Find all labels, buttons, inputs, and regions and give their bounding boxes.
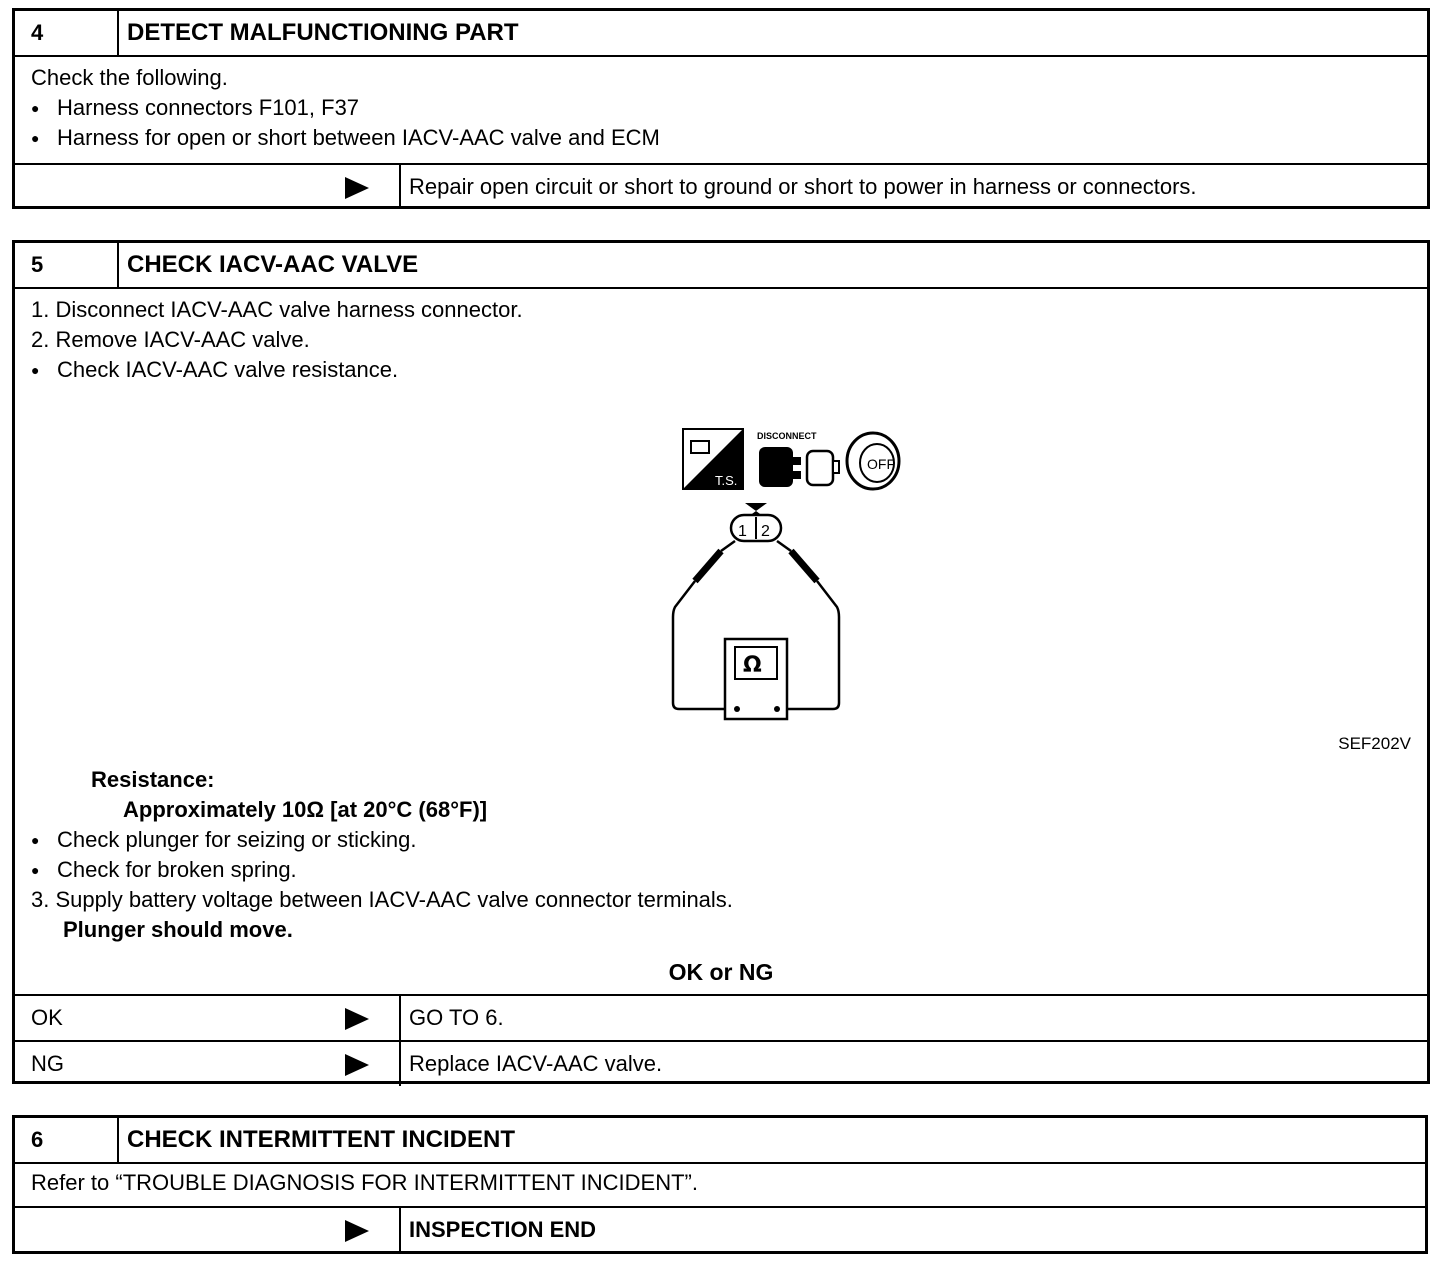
result-row-ok	[15, 994, 1427, 1040]
result-condition	[15, 165, 401, 209]
step-title: DETECT MALFUNCTIONING PART	[127, 19, 519, 46]
ts-label: T.S.	[715, 473, 738, 488]
step-title: CHECK IACV-AAC VALVE	[127, 251, 419, 278]
figure-id: SEF202V	[1338, 734, 1411, 753]
step-6-body	[15, 1164, 1425, 1206]
result-condition	[15, 1208, 401, 1252]
step-4-body	[15, 57, 1427, 163]
intro-text: Check the following.	[31, 65, 228, 90]
step-6-box	[12, 1115, 1428, 1254]
arrow-right-icon	[345, 177, 369, 199]
step-5-header	[15, 243, 1427, 289]
procedure-step: 2. Remove IACV-AAC valve.	[31, 327, 310, 352]
ohm-symbol: Ω	[743, 653, 762, 678]
result-label: NG	[31, 1051, 64, 1076]
result-condition	[15, 996, 401, 1040]
valve-connector	[731, 503, 781, 541]
result-action: Repair open circuit or short to ground or short to power in harness or connectors.	[409, 174, 1197, 199]
step-number: 4	[15, 11, 119, 55]
ignition-off-icon	[847, 433, 899, 489]
off-label: OFF	[867, 456, 895, 472]
step-number: 6	[15, 1118, 119, 1162]
arrow-right-icon	[345, 1008, 369, 1030]
check-item: ● Check IACV-AAC valve resistance.	[31, 355, 1411, 385]
result-condition	[15, 1042, 401, 1086]
result-row-ng	[15, 1040, 1427, 1086]
ohmmeter	[725, 639, 787, 719]
step-5-box	[12, 240, 1430, 1084]
ohmmeter-diagram	[31, 385, 1421, 765]
result-action: Replace IACV-AAC valve.	[409, 1051, 663, 1076]
check-item: ● Check plunger for seizing or sticking.	[31, 825, 1411, 855]
reference-text: Refer to “TROUBLE DIAGNOSIS FOR INTERMITTENT INCIDENT”.	[31, 1170, 698, 1195]
result-action: INSPECTION END	[409, 1217, 597, 1242]
terminal-2-label: 2	[761, 523, 770, 540]
resistance-spec: Approximately 10Ω [at 20°C (68°F)]	[123, 797, 488, 822]
step-title: CHECK INTERMITTENT INCIDENT	[127, 1126, 515, 1153]
expected-result: Plunger should move.	[63, 917, 293, 942]
result-row	[15, 1206, 1425, 1252]
result-label: OK	[31, 1005, 63, 1030]
disconnect-icon	[757, 431, 839, 487]
step-5-body	[15, 289, 1427, 949]
step-4-header	[15, 11, 1427, 57]
resistance-label: Resistance:	[91, 767, 215, 792]
step-number: 5	[15, 243, 119, 287]
procedure-step: 3. Supply battery voltage between IACV-AAC valve connector terminals.	[31, 887, 733, 912]
check-item: ● Harness for open or short between IACV-AAC valve and ECM	[31, 123, 1411, 153]
result-action: GO TO 6.	[409, 1005, 504, 1030]
step-4-box	[12, 8, 1430, 209]
ts-icon	[683, 429, 743, 489]
resistance-check-diagram	[31, 385, 1411, 765]
arrow-right-icon	[345, 1054, 369, 1076]
terminal-1-label: 1	[738, 523, 747, 540]
disconnect-label: DISCONNECT	[757, 431, 817, 441]
result-row	[15, 163, 1427, 209]
ok-or-ng-label: OK or NG	[668, 959, 774, 985]
arrow-right-icon	[345, 1220, 369, 1242]
check-item: ● Check for broken spring.	[31, 855, 1411, 885]
check-item: ● Harness connectors F101, F37	[31, 93, 1411, 123]
procedure-step: 1. Disconnect IACV-AAC valve harness connector.	[31, 297, 523, 322]
step-6-header	[15, 1118, 1425, 1164]
